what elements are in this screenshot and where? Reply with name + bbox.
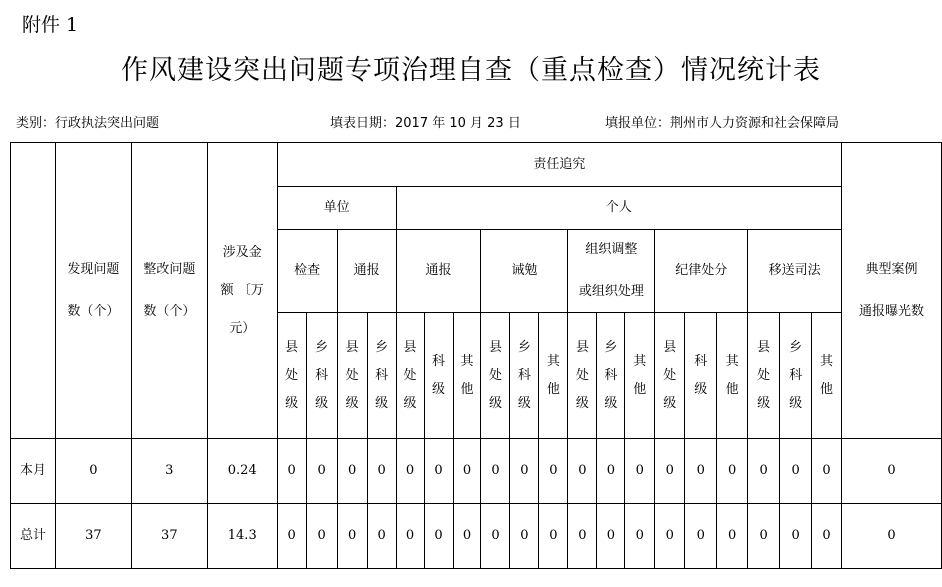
typical-value: 0 xyxy=(842,504,942,569)
fill-date-field: 填表日期：2017 年 10 月 23 日 xyxy=(330,116,521,131)
level-county: 县 处 级 xyxy=(655,313,685,439)
table-cell: 0 xyxy=(453,439,481,504)
person-notice-header: 通报 xyxy=(396,230,481,313)
level-township: 乡 科 级 xyxy=(597,313,625,439)
table-cell: 0 xyxy=(717,504,748,569)
person-org-adjust-header: 组织调整 或组织处理 xyxy=(568,230,655,313)
person-discipline-header: 纪律处分 xyxy=(655,230,748,313)
level-other: 其 他 xyxy=(539,313,568,439)
table-cell: 0 xyxy=(306,439,337,504)
reporting-unit-field: 填报单位：荆州市人力资源和社会保障局 xyxy=(605,116,840,131)
level-county: 县 处 级 xyxy=(748,313,780,439)
level-township: 乡 科 级 xyxy=(510,313,539,439)
level-township: 乡 科 级 xyxy=(367,313,396,439)
table-cell: 0 xyxy=(685,439,717,504)
accountability-header: 责任追究 xyxy=(277,143,841,187)
table-cell: 0 xyxy=(655,439,685,504)
level-section: 科 级 xyxy=(685,313,717,439)
table-cell: 0 xyxy=(539,439,568,504)
table-row-this-month xyxy=(11,439,942,504)
table-cell: 0 xyxy=(510,439,539,504)
table-cell: 0 xyxy=(597,439,625,504)
table-cell: 0 xyxy=(424,504,453,569)
table-cell: 0 xyxy=(337,504,367,569)
table-cell: 0 xyxy=(396,504,424,569)
found-issues-header: 发现问题 数（个） xyxy=(55,143,131,439)
table-cell: 0 xyxy=(748,504,780,569)
table-cell: 0 xyxy=(625,504,655,569)
amount-involved-header: 涉及金 额 〔万 元） xyxy=(207,143,277,439)
table-cell: 0 xyxy=(367,504,396,569)
row-label: 本月 xyxy=(11,439,56,504)
level-county: 县 处 级 xyxy=(481,313,510,439)
table-cell: 0 xyxy=(625,439,655,504)
amount-value: 14.3 xyxy=(207,504,277,569)
person-group-header: 个人 xyxy=(396,187,841,230)
unit-check-header: 检查 xyxy=(277,230,337,313)
table-cell: 0 xyxy=(453,504,481,569)
level-other: 其 他 xyxy=(625,313,655,439)
person-admonish-header: 诫勉 xyxy=(481,230,568,313)
person-judicial-header: 移送司法 xyxy=(748,230,842,313)
unit-group-header: 单位 xyxy=(277,187,396,230)
table-cell: 0 xyxy=(748,439,780,504)
level-township: 乡 科 级 xyxy=(780,313,812,439)
table-cell: 0 xyxy=(481,439,510,504)
amount-value: 0.24 xyxy=(207,439,277,504)
table-cell: 0 xyxy=(568,439,597,504)
rectified-issues-header: 整改问题 数（个） xyxy=(131,143,207,439)
found-value: 37 xyxy=(55,504,131,569)
typical-cases-header: 典型案例 通报曝光数 xyxy=(842,143,942,439)
table-cell: 0 xyxy=(685,504,717,569)
table-cell: 0 xyxy=(597,504,625,569)
statistics-table xyxy=(10,142,942,569)
table-cell: 0 xyxy=(277,439,306,504)
table-cell: 0 xyxy=(717,439,748,504)
table-cell: 0 xyxy=(424,439,453,504)
table-cell: 0 xyxy=(396,439,424,504)
level-township: 乡 科 级 xyxy=(306,313,337,439)
row-label-header xyxy=(11,143,56,439)
level-section: 科 级 xyxy=(424,313,453,439)
page-title: 作风建设突出问题专项治理自查（重点检查）情况统计表 xyxy=(121,55,821,86)
table-cell: 0 xyxy=(510,504,539,569)
level-other: 其 他 xyxy=(453,313,481,439)
table-cell: 0 xyxy=(780,504,812,569)
table-cell: 0 xyxy=(655,504,685,569)
table-cell: 0 xyxy=(568,504,597,569)
table-cell: 0 xyxy=(481,504,510,569)
typical-value: 0 xyxy=(842,439,942,504)
table-cell: 0 xyxy=(812,439,842,504)
level-county: 县 处 级 xyxy=(337,313,367,439)
rectified-value: 3 xyxy=(131,439,207,504)
level-county: 县 处 级 xyxy=(277,313,306,439)
table-cell: 0 xyxy=(277,504,306,569)
level-other: 其 他 xyxy=(717,313,748,439)
rectified-value: 37 xyxy=(131,504,207,569)
row-label: 总计 xyxy=(11,504,56,569)
table-cell: 0 xyxy=(780,439,812,504)
table-row-total xyxy=(11,504,942,569)
level-county: 县 处 级 xyxy=(396,313,424,439)
attachment-label: 附件 1 xyxy=(22,14,79,36)
table-cell: 0 xyxy=(306,504,337,569)
table-cell: 0 xyxy=(812,504,842,569)
category-field: 类别：行政执法突出问题 xyxy=(16,116,160,131)
level-other: 其 他 xyxy=(812,313,842,439)
table-cell: 0 xyxy=(367,439,396,504)
table-cell: 0 xyxy=(539,504,568,569)
table-cell: 0 xyxy=(337,439,367,504)
found-value: 0 xyxy=(55,439,131,504)
unit-notice-header: 通报 xyxy=(337,230,396,313)
level-county: 县 处 级 xyxy=(568,313,597,439)
